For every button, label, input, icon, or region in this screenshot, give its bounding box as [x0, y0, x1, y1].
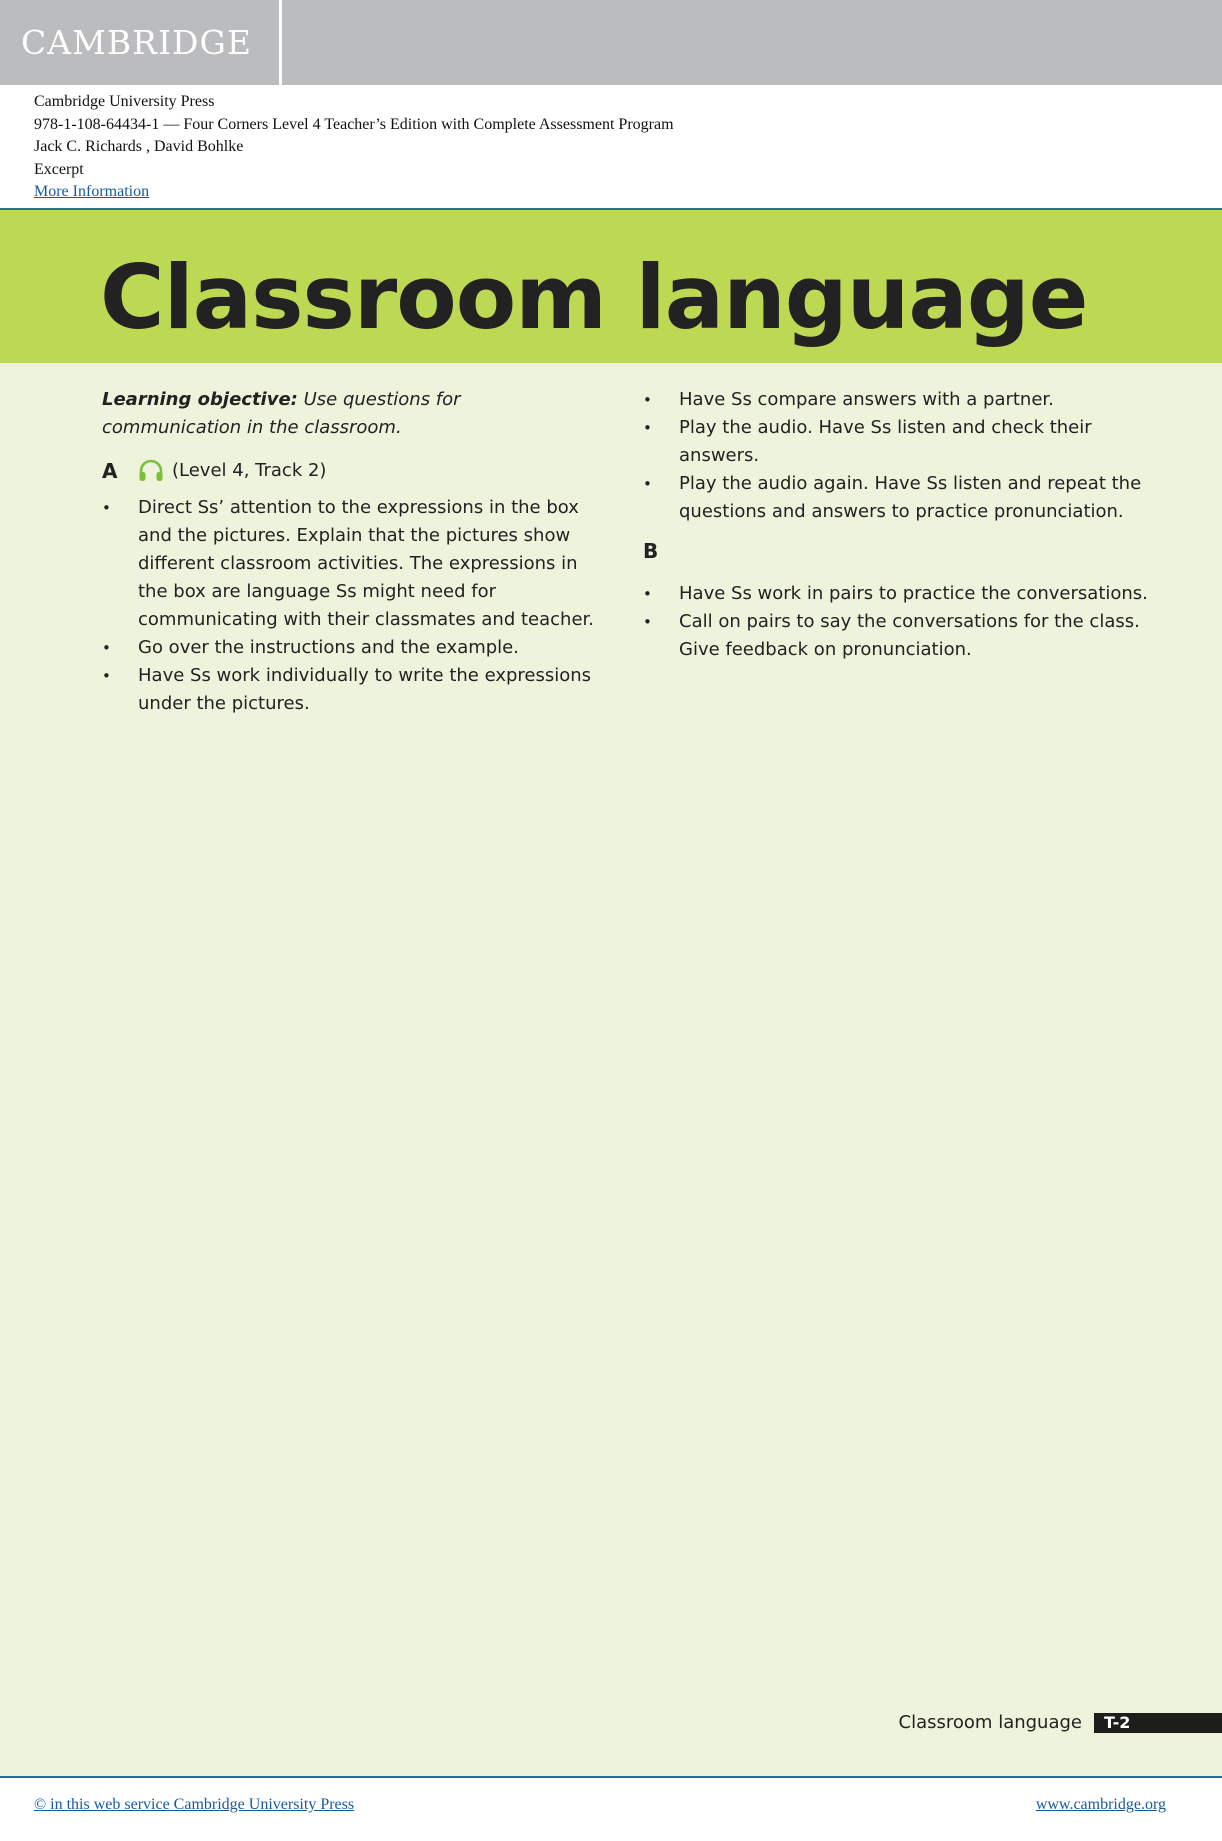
book-metadata [34, 91, 674, 204]
learning-objective [102, 386, 602, 442]
page-title: Classroom language [100, 246, 1088, 349]
right-column [643, 386, 1163, 664]
list-item: • Have Ss work in pairs to practice the conversations. [643, 580, 1163, 608]
list-item: • Go over the instructions and the example. [102, 634, 602, 662]
more-information-link[interactable]: More Information [34, 183, 150, 200]
excerpt-label: Excerpt [34, 160, 84, 178]
isbn-title: 978-1-108-64434-1 — Four Corners Level 4 Teacher’s Edition with Complete Assessment Program [34, 115, 674, 133]
section-a-continued-list [643, 386, 1163, 526]
page-content [0, 210, 1222, 1776]
section-a-heading [102, 456, 602, 486]
section-b-letter: B [643, 539, 659, 563]
list-item: • Direct Ss’ attention to the expressions in the box and the pictures. Explain that the pictures show different classroom activities. The expressions in the box are language Ss might need for communicating with their classmates and teacher. [102, 494, 602, 634]
objective-label: Learning objective: [102, 389, 298, 410]
page-footer-label [899, 1712, 1222, 1733]
footer-section-title: Classroom language [898, 1712, 1082, 1733]
headphones-icon [138, 459, 164, 483]
list-item: • Play the audio again. Have Ss listen and repeat the questions and answers to practice pronunciation. [643, 470, 1163, 526]
logo-text: CAMBRIDGE [21, 23, 252, 62]
cambridge-logo [0, 0, 282, 85]
website-link[interactable]: www.cambridge.org [1035, 1796, 1166, 1813]
footer-divider [0, 1776, 1222, 1778]
section-b-heading [643, 536, 1163, 566]
title-band [0, 210, 1222, 363]
authors: Jack C. Richards , David Bohlke [34, 138, 244, 155]
list-item: • Play the audio. Have Ss listen and check their answers. [643, 414, 1163, 470]
objective-text: Use questions for communication in the classroom. [102, 389, 461, 438]
audio-track-label: (Level 4, Track 2) [172, 460, 327, 481]
list-item: • Call on pairs to say the conversations for the class. Give feedback on pronunciation. [643, 608, 1163, 664]
section-b-list [643, 580, 1163, 664]
list-item: • Have Ss work individually to write the expressions under the pictures. [102, 662, 602, 718]
header-bar [0, 0, 1222, 85]
section-a-letter: A [102, 459, 118, 483]
page-number: T-2 [1094, 1713, 1222, 1733]
left-column [102, 386, 602, 718]
list-item: • Have Ss compare answers with a partner. [643, 386, 1163, 414]
section-a-list [102, 494, 602, 718]
publisher: Cambridge University Press [34, 93, 215, 110]
copyright-link[interactable]: © in this web service Cambridge University Press [34, 1796, 355, 1813]
